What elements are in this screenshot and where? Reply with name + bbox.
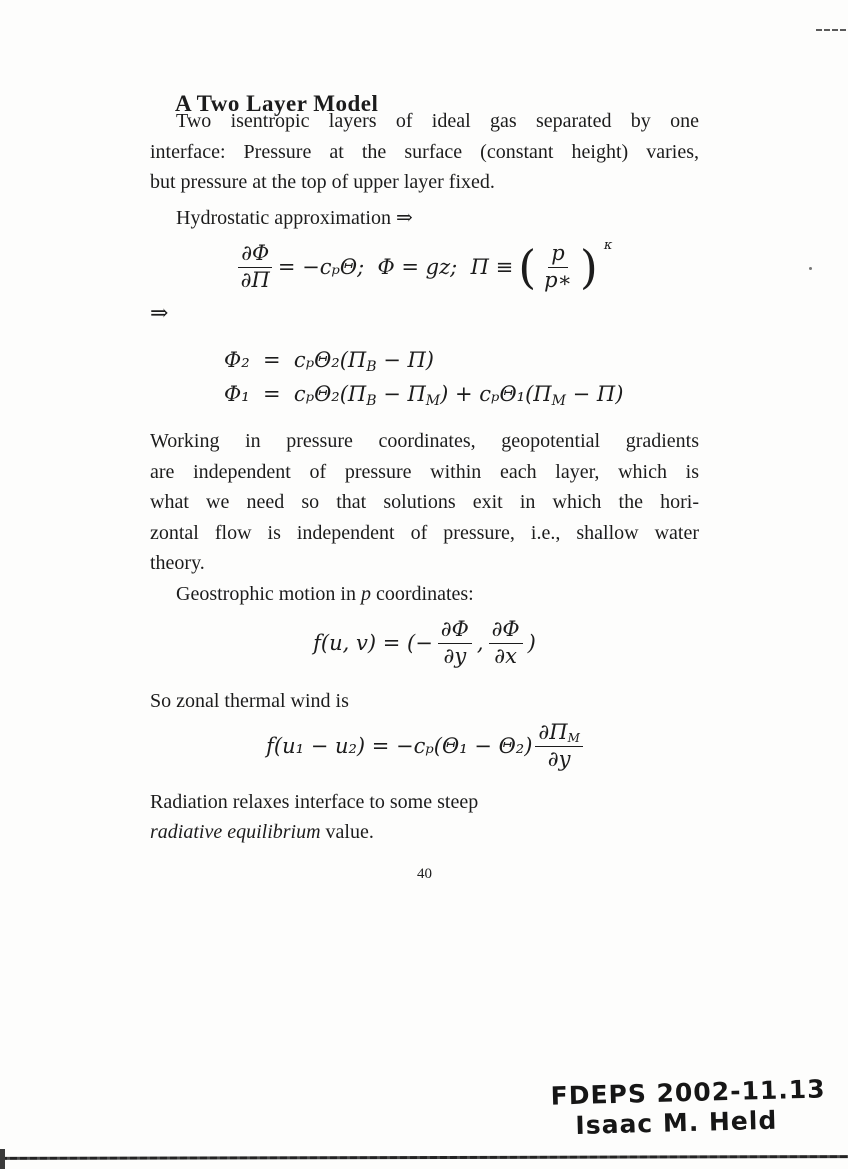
italic-phrase: radiative equilibrium xyxy=(150,821,321,843)
lead-text: coordinates: xyxy=(370,583,474,605)
numerator: ∂Φ xyxy=(238,241,272,267)
equation-middle: = −cₚΘ; Φ = gz; Π ≡ xyxy=(277,255,514,279)
equation-geostrophic xyxy=(150,612,699,674)
scan-artifact-bottom-line xyxy=(0,1155,848,1160)
denominator: ∂x xyxy=(494,643,517,668)
numerator: p xyxy=(548,241,567,267)
subscript-M: M xyxy=(425,393,441,409)
fraction-dpim-dy xyxy=(535,720,582,771)
denominator: p∗ xyxy=(544,267,572,292)
hydrostatic-lead-line xyxy=(150,202,699,234)
fraction-p-pstar xyxy=(541,241,575,292)
fraction-dphi-dy xyxy=(438,617,472,668)
handwritten-date: FDEPS 2002-11.13 xyxy=(550,1074,826,1111)
equation-phi1 xyxy=(224,377,623,411)
thermal-wind-lead-line xyxy=(150,686,699,717)
text-line: Working in pressure coordinates, geopotential gradients xyxy=(150,430,699,452)
text-line: are independent of pressure within each layer, which is xyxy=(150,460,699,483)
radiation-line-1 xyxy=(150,787,699,818)
denominator: ∂y xyxy=(443,643,467,668)
scan-artifact-dashes xyxy=(816,29,846,31)
eq-token: , xyxy=(476,631,484,655)
equation-phi2 xyxy=(224,343,623,377)
exponent-kappa: κ xyxy=(603,237,613,253)
text-line: theory. xyxy=(150,552,205,575)
equation-hydrostatic: $\frac{\partial\Phi}{\partial\Pi}$ = −cₚΘ; Φ = gz; Π ≡ ( $\frac{p}{p∗}$ ) κ xyxy=(150,231,699,303)
pressure-coordinates-paragraph xyxy=(150,426,699,579)
subscript-B: B xyxy=(366,359,377,375)
numerator: ∂Φ xyxy=(438,617,472,643)
scan-artifact-dot xyxy=(809,267,812,270)
implies-arrow: ⇒ xyxy=(395,205,413,229)
eq-token: ) + cₚΘ₁(Π xyxy=(440,382,552,406)
text-line: zontal flow is independent of pressure, i.e., shallow water xyxy=(150,521,699,544)
eq-token: f(u₁ − u₂) = −cₚ(Θ₁ − Θ₂) xyxy=(266,734,533,758)
eq-token: ∂Π xyxy=(538,720,568,745)
subscript-M: M xyxy=(567,731,580,746)
fraction-dphi-dpi xyxy=(238,241,273,292)
eq-token: − Π xyxy=(376,382,426,406)
eq-token: − Π) xyxy=(376,348,434,372)
geostrophic-lead-line xyxy=(150,579,699,610)
eq-token: f(u, v) = (− xyxy=(313,631,433,655)
radiation-line-2 xyxy=(150,817,699,848)
scan-artifact-corner xyxy=(0,1149,5,1169)
fraction-dphi-dx xyxy=(489,617,523,668)
variable-p: p xyxy=(360,583,371,605)
implies-arrow-line: ⇒ xyxy=(150,301,169,326)
handwritten-note xyxy=(550,1074,826,1140)
eq-token: ) xyxy=(527,631,536,655)
eq-token: Φ₂ = cₚΘ₂(Π xyxy=(224,348,367,372)
text-line: what we need so that solutions exit in which the hori- xyxy=(150,491,699,514)
equation-thermal-wind xyxy=(150,714,699,778)
page-number: 40 xyxy=(417,866,432,882)
page-title: A Two Layer Model xyxy=(175,91,379,117)
eq-token: Φ₁ = cₚΘ₂(Π xyxy=(224,382,367,406)
subscript-M: M xyxy=(551,393,566,409)
numerator xyxy=(535,720,582,746)
lead-text: Geostrophic motion in xyxy=(176,583,361,605)
denominator: ∂Π xyxy=(240,267,270,292)
text-line: Radiation relaxes interface to some steep xyxy=(150,791,479,813)
handwritten-author: Isaac M. Held xyxy=(575,1105,778,1140)
intro-paragraph xyxy=(150,106,699,198)
text-line: So zonal thermal wind is xyxy=(150,690,349,712)
equation-geopotential-layers xyxy=(224,343,623,411)
subscript-B: B xyxy=(366,393,377,409)
text-line: but pressure at the top of upper layer fixed. xyxy=(150,171,495,194)
text-line: interface: Pressure at the surface (constant height) varies, xyxy=(150,140,699,163)
text-line: Two isentropic layers of ideal gas separated by one xyxy=(176,110,699,132)
denominator: ∂y xyxy=(547,746,571,771)
text-tail: value. xyxy=(320,821,374,843)
numerator: ∂Φ xyxy=(489,617,523,643)
eq-token: − Π) xyxy=(565,382,624,406)
lead-text: Hydrostatic approximation xyxy=(176,207,396,229)
